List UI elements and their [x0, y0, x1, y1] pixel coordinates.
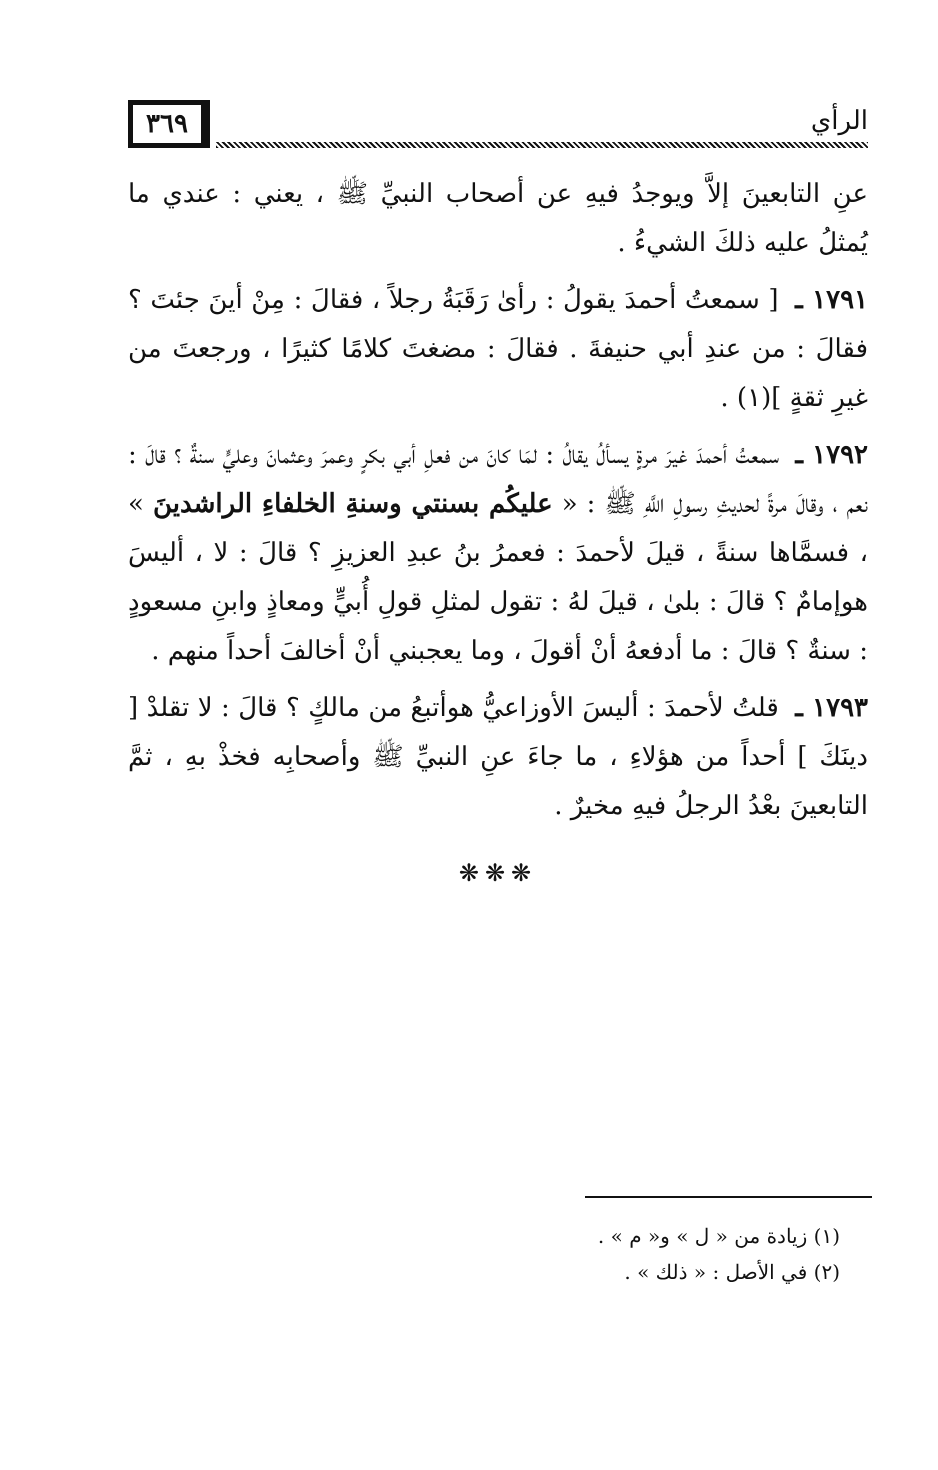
paragraph-text: عنِ التابعينَ إلاَّ ويوجدُ فيهِ عن أصحاب النبيِّ ﷺ ، يعني : عندي ما يُمثلُ عليه ذلكَ الشيءُ .: [128, 179, 868, 258]
paragraph-1792: [128, 431, 868, 676]
paragraph-text-cont: » ، فسمَّاها سنةً ، قيلَ لأحمدَ : فعمرُ بنُ عبدِ العزيزِ ؟ قالَ : لا ، أليسَ هوإمامٌ ؟ قالَ : بلىٰ ، قيلَ لهُ : تقول لمثلِ قولِ أُبيٍّ ومعاذٍ وابنِ مسعودٍ : سنةٌ ؟ قالَ : ما أدفعهُ أنْ أقولَ ، وما يعجبني أنْ أخالفَ أحداً منهم .: [128, 489, 868, 666]
paragraph-1791: [128, 276, 868, 423]
paragraph-1793: [128, 684, 868, 831]
header-rule: [216, 142, 868, 148]
running-head: الرأي: [810, 106, 868, 136]
footnote-2: (٢) في الأصل : « ذلك » .: [624, 1260, 840, 1284]
footnotes: [420, 1218, 840, 1290]
paragraph-number: ١٧٩٢ ـ: [795, 440, 868, 470]
paragraph-text: قلتُ لأحمدَ : أليسَ الأوزاعيُّ هوأتبعُ من مالكٍ ؟ قالَ : لا تقلدْ [ دينَكَ ] أحداً من هؤلاءِ ، ما جاءَ عنِ النبيِّ ﷺ وأصحابِه فخذْ بهِ ، ثمَّ التابعينَ بعْدُ الرجلُ فيهِ مخيرٌ .: [128, 693, 868, 821]
page-header: [128, 100, 868, 156]
main-text: [128, 170, 868, 898]
paragraph-number: ١٧٩٣ ـ: [795, 693, 868, 723]
footnote-rule: [585, 1196, 872, 1198]
section-separator: ❋❋❋: [458, 859, 538, 887]
footnote-1: (١) زيادة من « ل » و« م » .: [597, 1224, 840, 1248]
hadith-quote: عليكُم بسنتي وسنةِ الخلفاءِ الراشدينَ: [152, 489, 553, 519]
paragraph-text: سمعتُ أحمدَ غيرَ مرةٍ يسألُ يقالُ : لمَا كانَ من فعلِ أبي بكرٍ وعمرَ وعثمانَ وعليٍّ سنةٌ ؟ قالَ : نعم ، وقالَ مرةً لحديثِ رسولِ اللَّهِ ﷺ : «: [128, 440, 868, 519]
paragraph-text: [ سمعتُ أحمدَ يقولُ : رأىٰ رَقَبَةُ رجلاً ، فقالَ : مِنْ أينَ جئتَ ؟ فقالَ : من عندِ أبي حنيفةَ . فقالَ : مضغتَ كلامًا كثيرًا ، ورجعتَ من غيرِ ثقةٍ ](١) .: [128, 285, 868, 413]
page-number: ٣٦٩: [128, 100, 210, 148]
paragraph-continuation: [128, 170, 868, 268]
paragraph-number: ١٧٩١ ـ: [795, 285, 868, 315]
